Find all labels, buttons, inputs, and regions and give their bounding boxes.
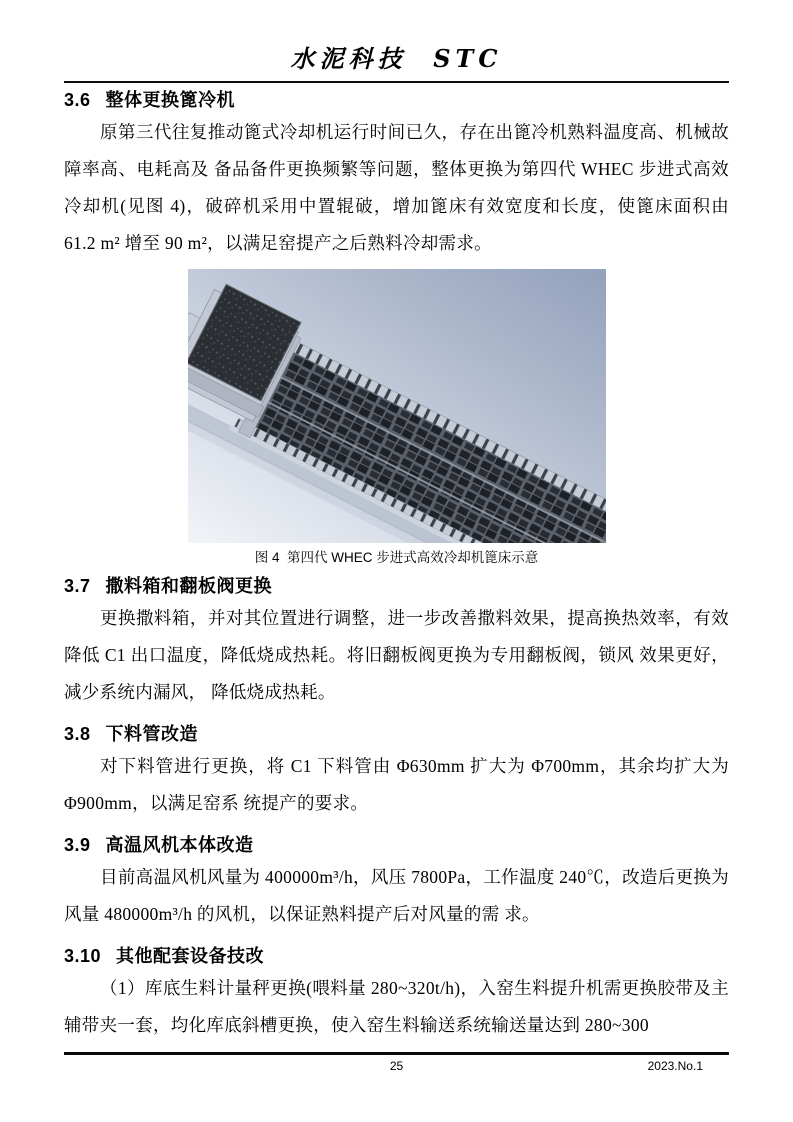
section-title: 高温风机本体改造: [105, 835, 254, 855]
section-number: 3.6: [64, 90, 91, 110]
section-heading-3-7: [64, 573, 729, 599]
section-paragraph-3-7: 更换撒料箱，并对其位置进行调整，进一步改善撒料效果，提高换热效率，有效降低 C1 出口温度，降低烧成热耗。将旧翻板阀更换为专用翻板阀，锁风 效果更好，减少系统内漏风， 降低烧成热耗。: [64, 608, 729, 702]
figure4: [188, 269, 606, 567]
journal-title: 水泥科技 STC: [290, 44, 503, 73]
issue-label: 2023.No.1: [647, 1059, 703, 1073]
section-title: 下料管改造: [105, 724, 199, 744]
grate-cooler-3d-image: [188, 269, 606, 543]
section-paragraph-3-8: 对下料管进行更换，将 C1 下料管由 Φ630mm 扩大为 Φ700mm，其余均扩大为 Φ900mm，以满足窑系 统提产的要求。: [64, 756, 729, 813]
section-title: 撒料箱和翻板阀更换: [105, 576, 273, 596]
section-title: 整体更换篦冷机: [105, 90, 236, 110]
header-rule: [64, 81, 729, 83]
section-title: 其他配套设备技改: [116, 946, 265, 966]
section-paragraph-3-9: 目前高温风机风量为 400000m³/h，风压 7800Pa，工作温度 240℃，改造后更换为风量 480000m³/h 的风机，以保证熟料提产后对风量的需 求。: [64, 867, 729, 924]
section-heading-3-6: [64, 87, 729, 113]
figure4-caption: 图 4 第四代 WHEC 步进式高效冷却机篦床示意: [254, 550, 539, 565]
section-number: 3.7: [64, 576, 91, 596]
page-footer: [64, 1052, 729, 1073]
section-heading-3-9: [64, 832, 729, 858]
section-heading-3-10: [64, 943, 729, 969]
page-number: 25: [389, 1059, 404, 1073]
section-number: 3.10: [64, 946, 102, 966]
section-paragraph-3-10: （1）库底生料计量秤更换(喂料量 280~320t/h)，入窑生料提升机需更换胶带及主辅带夹一套，均化库底斜槽更换，使入窑生料输送系统输送量达到 280~300: [64, 978, 729, 1035]
section-number: 3.8: [64, 724, 91, 744]
section-paragraph-3-6: 原第三代往复推动篦式冷却机运行时间已久，存在出篦冷机熟料温度高、机械故障率高、电耗高及 备品备件更换频繁等问题，整体更换为第四代 WHEC 步进式高效冷却机(见图 4)，破碎机采用中置辊破，增加篦床有效宽度和长度，使篦床面积由 61.2 m² 增至 90 m²，以满足窑提产之后熟料冷却需求。: [64, 122, 729, 253]
section-heading-3-8: [64, 721, 729, 747]
page-content: [64, 0, 729, 1044]
section-number: 3.9: [64, 835, 91, 855]
